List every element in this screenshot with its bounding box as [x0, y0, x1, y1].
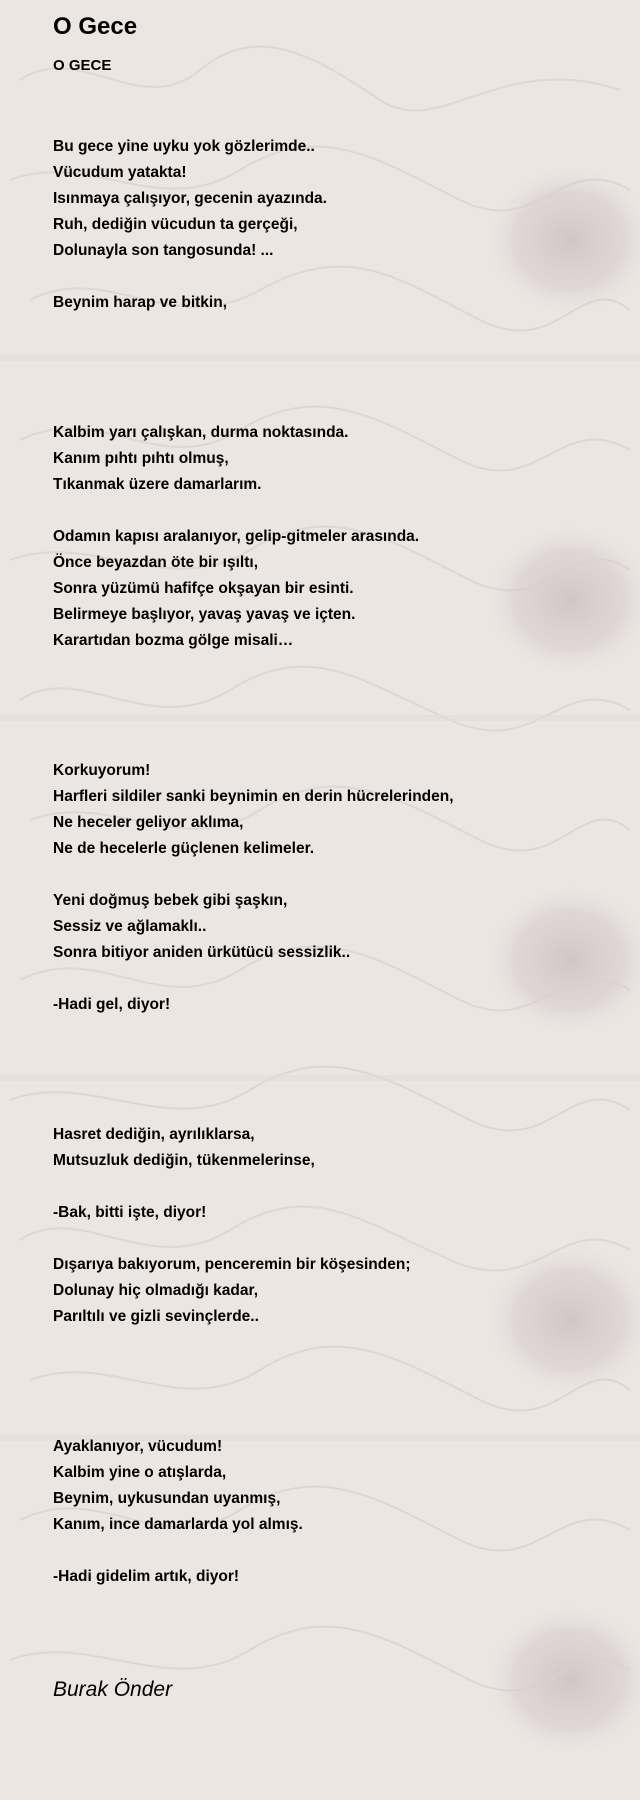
stanza	[53, 1564, 613, 1590]
poem-line: Mutsuzluk dediğin, tükenmelerinse,	[53, 1152, 315, 1169]
poem-line: Önce beyazdan öte bir ışıltı,	[53, 554, 258, 571]
poem-line: Dolunayla son tangosunda! ...	[53, 242, 274, 259]
poem-section	[53, 758, 613, 1018]
poem-line: Ne heceler geliyor aklıma,	[53, 814, 244, 831]
poem-line: Hasret dediğin, ayrılıklarsa,	[53, 1126, 255, 1143]
poem-line: Parıltılı ve gizli sevinçlerde..	[53, 1308, 259, 1325]
poem-line: Odamın kapısı aralanıyor, gelip-gitmeler arasında.	[53, 528, 420, 545]
poem-line: Isınmaya çalışıyor, gecenin ayazında.	[53, 190, 327, 207]
poem-line: Ne de hecelerle güçlenen kelimeler.	[53, 840, 315, 857]
stanza	[53, 758, 613, 862]
poem-line: Dışarıya bakıyorum, penceremin bir köşesinden;	[53, 1256, 411, 1273]
stanza-gap	[53, 862, 613, 888]
poem-line: Beynim harap ve bitkin,	[53, 294, 227, 311]
section-gap	[53, 1018, 613, 1122]
poem-line: Karartıdan bozma gölge misali…	[53, 632, 294, 649]
poem-line: Beynim, uykusundan uyanmış,	[53, 1490, 281, 1507]
stanza-gap	[53, 966, 613, 992]
poem-line: Dolunay hiç olmadığı kadar,	[53, 1282, 258, 1299]
stanza	[53, 134, 613, 264]
poem-line: Kalbim yarı çalışkan, durma noktasında.	[53, 424, 349, 441]
poem-subtitle: O GECE	[53, 57, 112, 74]
poem-section	[53, 420, 613, 654]
poem-line: -Hadi gel, diyor!	[53, 996, 171, 1013]
stanza	[53, 1200, 613, 1226]
section-gap	[53, 316, 613, 420]
poem-line: Ruh, dediğin vücudun ta gerçeği,	[53, 216, 298, 233]
poem-line: Harfleri sildiler sanki beynimin en derin hücrelerinden,	[53, 788, 454, 805]
stanza	[53, 888, 613, 966]
poem-line: -Hadi gidelim artık, diyor!	[53, 1568, 240, 1585]
poem-section	[53, 134, 613, 316]
stanza	[53, 290, 613, 316]
poem-line: -Bak, bitti işte, diyor!	[53, 1204, 207, 1221]
stanza	[53, 1434, 613, 1538]
page-title: O Gece	[53, 13, 138, 40]
stanza-gap	[53, 264, 613, 290]
poem-line: Korkuyorum!	[53, 762, 151, 779]
poem-line: Yeni doğmuş bebek gibi şaşkın,	[53, 892, 288, 909]
poem-line: Sonra bitiyor aniden ürkütücü sessizlik..	[53, 944, 351, 961]
stanza-gap	[53, 1226, 613, 1252]
poem-line: Kanım pıhtı pıhtı olmuş,	[53, 450, 229, 467]
poem-line: Bu gece yine uyku yok gözlerimde..	[53, 138, 315, 155]
poem-line: Kalbim yine o atışlarda,	[53, 1464, 227, 1481]
poem-section	[53, 1434, 613, 1590]
section-gap	[53, 1330, 613, 1434]
stanza	[53, 1252, 613, 1330]
stanza	[53, 524, 613, 654]
author-name: Burak Önder	[53, 1678, 173, 1701]
stanza-gap	[53, 498, 613, 524]
stanza	[53, 420, 613, 498]
stanza-gap	[53, 1174, 613, 1200]
poem-line: Sessiz ve ağlamaklı..	[53, 918, 207, 935]
stanza	[53, 992, 613, 1018]
stanza	[53, 1122, 613, 1174]
poem-line: Ayaklanıyor, vücudum!	[53, 1438, 223, 1455]
stanza-gap	[53, 1538, 613, 1564]
poem-section	[53, 1122, 613, 1330]
poem-line: Vücudum yatakta!	[53, 164, 187, 181]
poem-line: Belirmeye başlıyor, yavaş yavaş ve içten.	[53, 606, 356, 623]
section-gap	[53, 654, 613, 758]
poem-line: Tıkanmak üzere damarlarım.	[53, 476, 262, 493]
poem-line: Kanım, ince damarlarda yol almış.	[53, 1516, 303, 1533]
poem-body	[53, 134, 613, 1590]
poem-line: Sonra yüzümü hafifçe okşayan bir esinti.	[53, 580, 354, 597]
